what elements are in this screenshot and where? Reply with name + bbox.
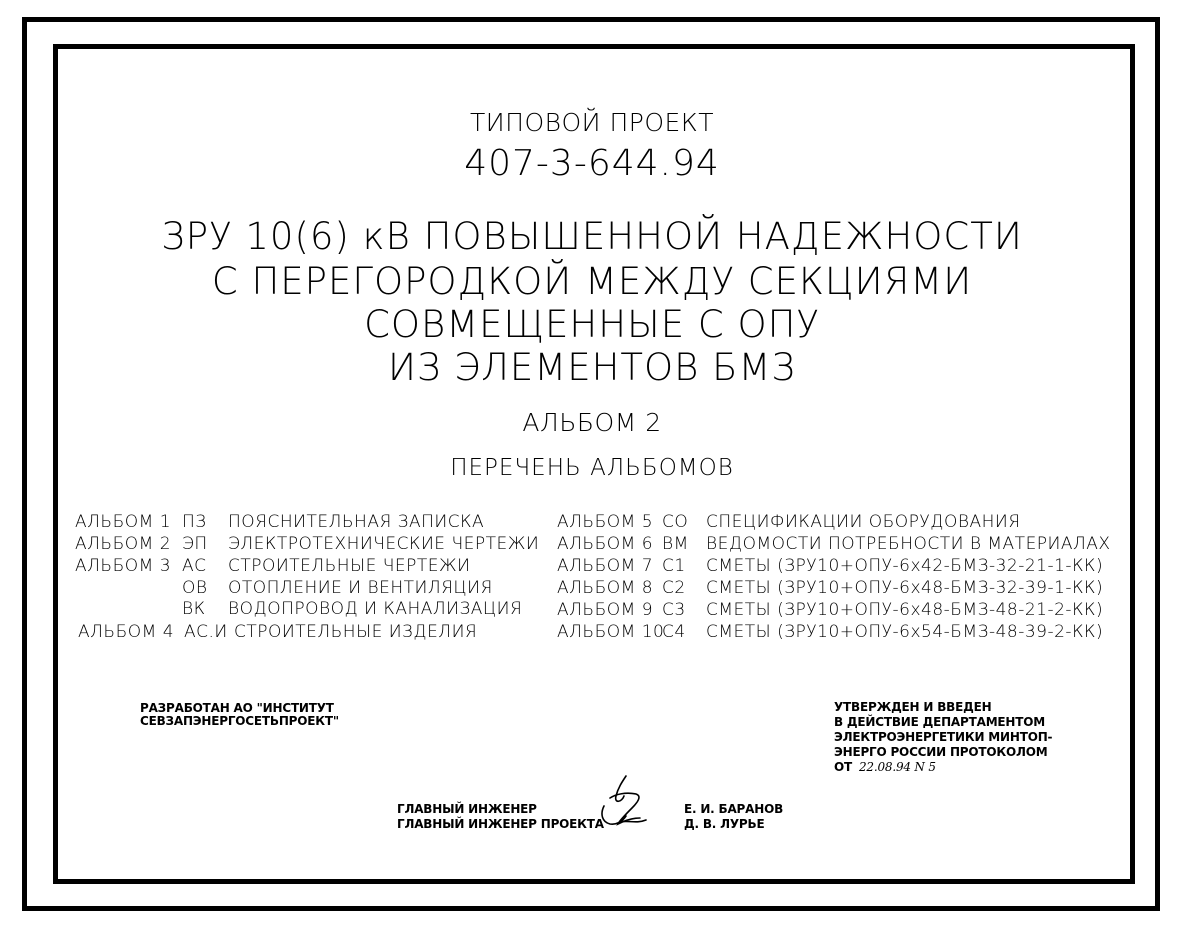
album-description: ОТОПЛЕНИЕ И ВЕНТИЛЯЦИЯ: [228, 578, 493, 598]
approval-line-2: В ДЕЙСТВИЕ ДЕПАРТАМЕНТОМ: [834, 715, 1046, 729]
title-line-3: СОВМЕЩЕННЫЕ С ОПУ: [364, 303, 820, 346]
project-number: 407-3-644.94: [464, 143, 720, 184]
album-number: АЛЬБОМ 2: [75, 534, 172, 554]
album-code: СО: [662, 512, 689, 532]
album-number: АЛЬБОМ 6: [557, 534, 654, 554]
album-number: АЛЬБОМ 8: [557, 578, 654, 598]
name-lurye: Д. В. ЛУРЬЕ: [684, 817, 765, 831]
album-number: АЛЬБОМ 4: [78, 622, 175, 642]
album-description: СМЕТЫ (ЗРУ10+ОПУ-6х42-БМЗ-32-21-1-КК): [706, 556, 1104, 576]
album-code: С3: [662, 600, 686, 620]
handwritten-signature: [596, 772, 654, 832]
role-chief-engineer: ГЛАВНЫЙ ИНЖЕНЕР: [397, 802, 537, 816]
approval-line-1: УТВЕРЖДЕН И ВВЕДЕН: [834, 700, 992, 714]
album-description: СПЕЦИФИКАЦИИ ОБОРУДОВАНИЯ: [706, 512, 1021, 532]
album-code: ВМ: [662, 534, 689, 554]
album-description: СМЕТЫ (ЗРУ10+ОПУ-6х54-БМЗ-48-39-2-КК): [706, 622, 1104, 642]
album-description: СМЕТЫ (ЗРУ10+ОПУ-6х48-БМЗ-48-21-2-КК): [706, 600, 1104, 620]
title-line-4: ИЗ ЭЛЕМЕНТОВ БМЗ: [388, 346, 796, 389]
album-description: СТРОИТЕЛЬНЫЕ ЧЕРТЕЖИ: [228, 556, 471, 576]
typo-label: ТИПОВОЙ ПРОЕКТ: [470, 108, 714, 137]
album-description: ВЕДОМОСТИ ПОТРЕБНОСТИ В МАТЕРИАЛАХ: [706, 534, 1111, 554]
developer-line-2: СЕВЗАПЭНЕРГОСЕТЬПРОЕКТ": [140, 714, 339, 728]
developer-line-1: РАЗРАБОТАН АО "ИНСТИТУТ: [140, 701, 334, 715]
title-line-2: С ПЕРЕГОРОДКОЙ МЕЖДУ СЕКЦИЯМИ: [211, 260, 973, 303]
album-number: АЛЬБОМ 7: [557, 556, 654, 576]
album-number: АЛЬБОМ 10: [557, 622, 665, 642]
album-code: С4: [662, 622, 686, 642]
album-code: ПЗ: [182, 512, 207, 532]
album-description: СТРОИТЕЛЬНЫЕ ИЗДЕЛИЯ: [234, 622, 478, 642]
title-line-1: ЗРУ 10(6) кВ ПОВЫШЕННОЙ НАДЕЖНОСТИ: [161, 215, 1023, 258]
album-number: АЛЬБОМ 9: [557, 600, 654, 620]
approval-line-4: ЭНЕРГО РОССИИ ПРОТОКОЛОМ: [834, 745, 1048, 759]
name-baranov: Е. И. БАРАНОВ: [684, 802, 784, 816]
list-heading: ПЕРЕЧЕНЬ АЛЬБОМОВ: [450, 455, 734, 481]
album-code: ЭП: [182, 534, 208, 554]
album-description: ВОДОПРОВОД И КАНАЛИЗАЦИЯ: [228, 599, 523, 619]
album-description: СМЕТЫ (ЗРУ10+ОПУ-6х48-БМЗ-32-39-1-КК): [706, 578, 1104, 598]
approval-date-prefix: ОТ: [834, 760, 852, 774]
album-label: АЛЬБОМ 2: [522, 408, 662, 437]
album-description: ЭЛЕКТРОТЕХНИЧЕСКИЕ ЧЕРТЕЖИ: [228, 534, 540, 554]
album-number: АЛЬБОМ 5: [557, 512, 654, 532]
approval-line-5: [834, 761, 936, 774]
approval-line-3: ЭЛЕКТРОЭНЕРГЕТИКИ МИНТОП-: [834, 730, 1053, 744]
album-description: ПОЯСНИТЕЛЬНАЯ ЗАПИСКА: [228, 512, 485, 532]
album-code: ОВ: [182, 578, 208, 598]
album-number: АЛЬБОМ 3: [75, 556, 172, 576]
album-code: С1: [662, 556, 686, 576]
album-code: АС: [182, 556, 207, 576]
album-number: АЛЬБОМ 1: [75, 512, 172, 532]
album-code: АС.И: [184, 622, 228, 642]
album-code: ВК: [182, 599, 206, 619]
role-chief-project-engineer: ГЛАВНЫЙ ИНЖЕНЕР ПРОЕКТА: [397, 817, 604, 831]
album-code: С2: [662, 578, 686, 598]
approval-date-handwritten: 22.08.94 N 5: [858, 760, 936, 774]
